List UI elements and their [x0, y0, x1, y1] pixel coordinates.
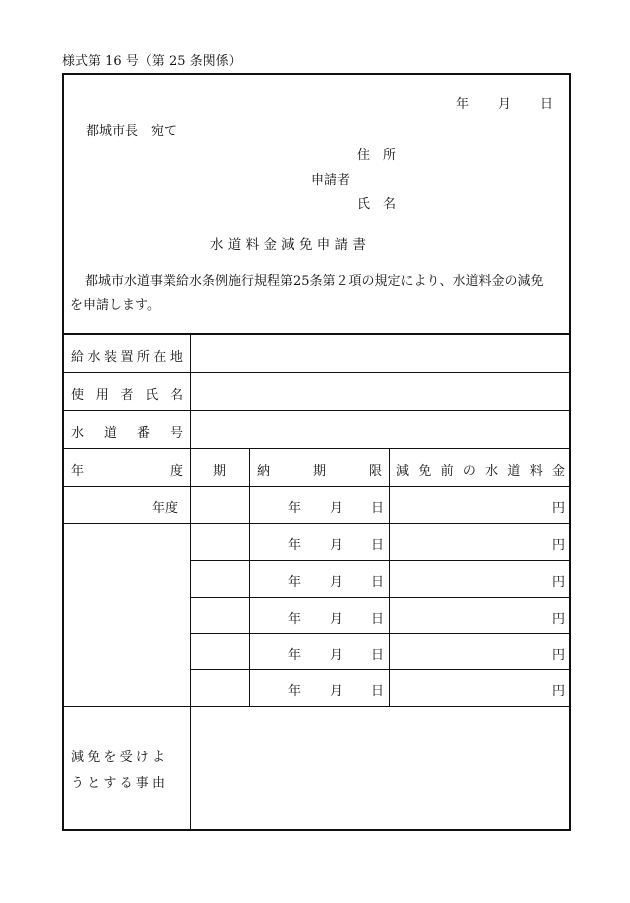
- water-number-input[interactable]: [192, 411, 570, 447]
- row-5-yen: 円: [552, 648, 566, 663]
- water-number-label-char: 水: [71, 426, 85, 441]
- location-label-char: 装: [103, 350, 117, 365]
- reason-label-line2: うとする事由: [71, 776, 169, 791]
- row-5-year: 年: [288, 648, 302, 663]
- row-4-day: 日: [371, 612, 385, 627]
- form-number-label: 様式第 16 号（第 25 条関係）: [62, 54, 242, 69]
- body-text-line1: 都城市水道事業給水条例施行規程第25条第２項の規定により、水道料金の減免: [85, 274, 544, 289]
- row-5-month: 月: [330, 648, 344, 663]
- header-fiscal-year-char: 年: [71, 464, 85, 479]
- header-fee-char: 免: [418, 464, 432, 479]
- location-input[interactable]: [192, 335, 570, 371]
- header-fiscal-year: [71, 460, 183, 479]
- location-label-char: 給: [71, 350, 85, 365]
- location-label-char: 地: [169, 350, 183, 365]
- water-number-label-char: 号: [169, 426, 183, 441]
- header-fee-char: 金: [551, 464, 565, 479]
- header-deadline-char: 期: [312, 464, 326, 479]
- user-name-input[interactable]: [192, 373, 570, 409]
- row-3-day: 日: [371, 575, 385, 590]
- date-month: 月: [498, 97, 512, 112]
- row-1-day: 日: [371, 501, 385, 516]
- row-3-month: 月: [330, 575, 344, 590]
- location-label-char: 置: [120, 350, 134, 365]
- user-name-label-char: 用: [95, 388, 109, 403]
- row-3-year: 年: [288, 575, 302, 590]
- row-2-yen: 円: [552, 538, 566, 553]
- applicant-address-label: 住 所: [357, 148, 397, 163]
- location-label-char: 所: [136, 350, 150, 365]
- applicant-name-label: 氏 名: [357, 197, 397, 212]
- header-deadline: [257, 460, 382, 479]
- location-label: [71, 346, 183, 365]
- header-period: 期: [213, 464, 227, 479]
- water-number-label: [71, 422, 183, 441]
- row-1-month: 月: [330, 501, 344, 516]
- location-label-char: 在: [153, 350, 167, 365]
- user-name-label: [71, 384, 183, 403]
- date-year: 年: [456, 97, 470, 112]
- form-title: 水 道 料 金 減 免 申 請 書: [210, 237, 366, 253]
- row-6-day: 日: [371, 684, 385, 699]
- reason-label-line1: 減免を受けよ: [71, 750, 169, 765]
- row-2-month: 月: [330, 538, 344, 553]
- header-deadline-char: 納: [257, 464, 271, 479]
- header-fee-char: 道: [507, 464, 521, 479]
- row-5-day: 日: [371, 648, 385, 663]
- header-fee-char: 水: [485, 464, 499, 479]
- row-6-year: 年: [288, 684, 302, 699]
- row-1-year: 年: [288, 501, 302, 516]
- header-fee-char: 減: [396, 464, 410, 479]
- row-4-yen: 円: [552, 612, 566, 627]
- header-deadline-char: 限: [368, 464, 382, 479]
- row-6-month: 月: [330, 684, 344, 699]
- row-4-year: 年: [288, 612, 302, 627]
- header-fee-char: 前: [440, 464, 454, 479]
- user-name-label-char: 氏: [145, 388, 159, 403]
- addressee: 都城市長 宛て: [86, 124, 178, 139]
- row-1-yen: 円: [552, 501, 566, 516]
- header-fee-char: の: [462, 464, 476, 479]
- row-4-month: 月: [330, 612, 344, 627]
- user-name-label-char: 名: [169, 388, 183, 403]
- header-fiscal-year-char: 度: [169, 464, 183, 479]
- water-number-label-char: 道: [103, 426, 117, 441]
- row-2-day: 日: [371, 538, 385, 553]
- user-name-label-char: 使: [71, 388, 85, 403]
- date-day: 日: [540, 97, 554, 112]
- header-fee: [396, 460, 565, 479]
- applicant-label: 申請者: [311, 173, 351, 188]
- reason-input[interactable]: [192, 708, 570, 829]
- water-number-label-char: 番: [136, 426, 150, 441]
- row-3-yen: 円: [552, 575, 566, 590]
- header-fee-char: 料: [529, 464, 543, 479]
- location-label-char: 水: [87, 350, 101, 365]
- row-6-yen: 円: [552, 684, 566, 699]
- user-name-label-char: 者: [120, 388, 134, 403]
- row-2-year: 年: [288, 538, 302, 553]
- body-text-line2: を申請します。: [70, 298, 160, 313]
- fiscal-year-label: 年度: [152, 501, 179, 516]
